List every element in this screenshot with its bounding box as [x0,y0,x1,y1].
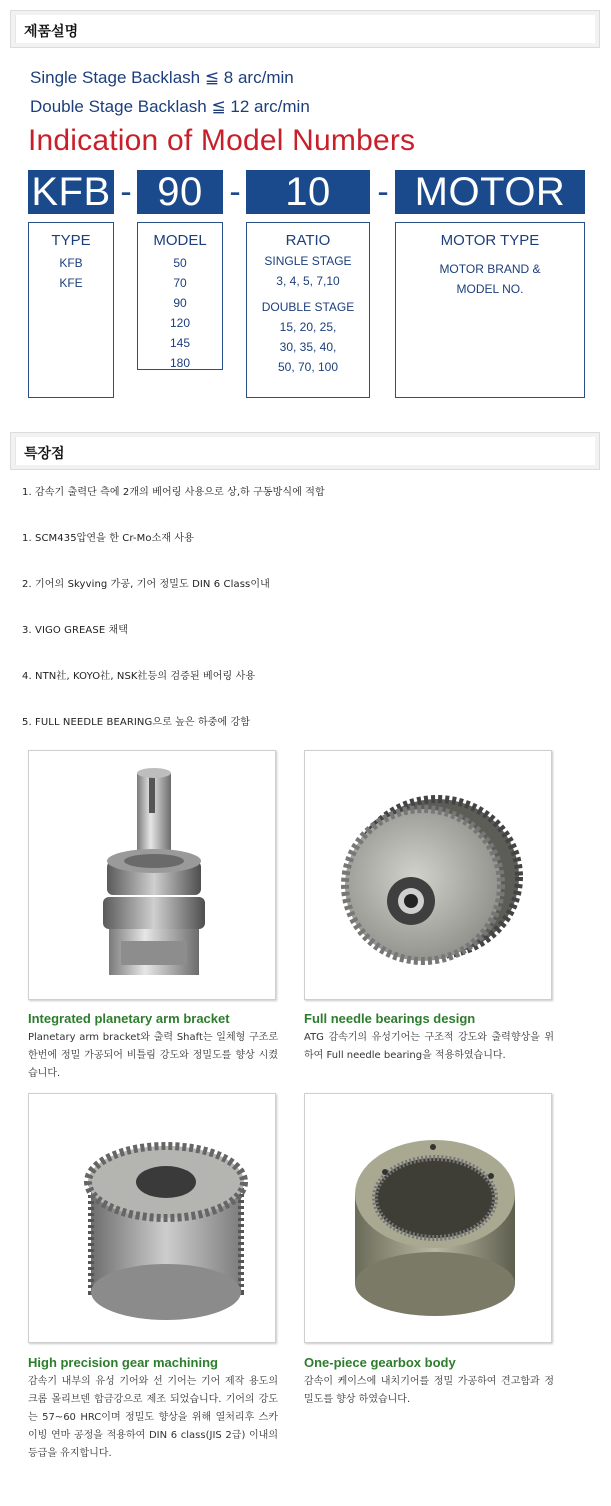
double-stage-backlash: Double Stage Backlash ≦ 12 arc/min [30,97,310,116]
model-value: 90 [173,296,187,310]
double-stage-values: 50, 70, 100 [277,360,339,374]
product-description: 감속기 내부의 유성 기어와 선 기어는 기어 제작 용도의 크롬 몰리브덴 합금강으로 제조 되었습니다. 기어의 강도는 57~60 HRC이며 정밀도 향상을 위해 열처리후 스카이빙 연마 공정을 적용하여 DIN 6 class(JIS 2급) 이내의 등급을 유지합니다. [28,1376,278,1459]
product-description: Planetary arm bracket와 출력 Shaft는 일체형 구조로 한번에 정밀 가공되어 비틀림 강도와 정밀도를 향상 시켰습니다. [28,1032,278,1079]
model-value: 70 [173,276,187,290]
precision-gear-image [28,1093,276,1343]
product-description: ATG 감속기의 유성기어는 구조적 강도와 출력향상을 위하여 Full needle bearing을 적용하였습니다. [304,1032,554,1061]
model-value: 145 [169,336,191,350]
model-value: 120 [169,316,191,330]
feature-item: 2. 기어의 Skyving 가공, 기어 정밀도 DIN 6 Class이내 [22,579,270,590]
code-motor: MOTOR [395,170,585,214]
double-stage-values: 30, 35, 40, [279,340,337,354]
section-title: 특장점 [15,437,595,465]
motor-line: MOTOR BRAND & [439,262,541,276]
feature-item: 1. 감속기 출력단 측에 2개의 베어링 사용으로 상,하 구동방식에 적합 [22,487,325,498]
feature-item: 4. NTN社, KOYO社, NSK社등의 검증된 베어링 사용 [22,671,256,682]
type-head: TYPE [51,232,91,249]
model-head: MODEL [153,232,207,249]
feature-item: 5. FULL NEEDLE BEARING으로 높은 하중에 강함 [22,717,251,728]
gearbox-body-image [304,1093,552,1343]
type-value: KFE [59,276,83,290]
model-value: 180 [169,356,191,370]
feature-item: 3. VIGO GREASE 채택 [22,625,129,636]
section-header-product-description [10,10,600,48]
code-ratio: 10 [246,170,370,214]
planetary-arm-bracket-image [28,750,276,1000]
single-stage-label: SINGLE STAGE [264,254,352,268]
model-box [137,222,223,370]
ratio-head: RATIO [285,232,331,249]
motor-line: MODEL NO. [456,282,524,296]
single-stage-values: 3, 4, 5, 7,10 [276,274,340,288]
product-title: One-piece gearbox body [304,1355,456,1370]
section-header-features [10,432,600,470]
type-value: KFB [59,256,83,270]
single-stage-backlash: Single Stage Backlash ≦ 8 arc/min [30,68,294,87]
needle-bearing-gear-image [304,750,552,1000]
type-box [28,222,114,398]
product-description: 감속이 케이스에 내치기어를 정밀 가공하여 견고함과 정밀도를 향상 하였습니다. [304,1376,554,1405]
model-value: 50 [173,256,187,270]
code-dash: - [377,172,389,211]
code-dash: - [229,172,241,211]
double-stage-values: 15, 20, 25, [279,320,337,334]
section-title: 제품설명 [15,15,595,43]
motor-box [395,222,585,398]
feature-item: 1. SCM435압연을 한 Cr-Mo소재 사용 [22,533,194,544]
code-type: KFB [28,170,114,214]
ratio-box [246,222,370,398]
double-stage-label: DOUBLE STAGE [261,300,355,314]
code-model: 90 [137,170,223,214]
code-dash: - [120,172,132,211]
motor-head: MOTOR TYPE [440,232,540,249]
model-numbers-title: Indication of Model Numbers [28,124,416,157]
product-title: Integrated planetary arm bracket [28,1011,230,1026]
product-title: Full needle bearings design [304,1011,476,1026]
product-title: High precision gear machining [28,1355,218,1370]
